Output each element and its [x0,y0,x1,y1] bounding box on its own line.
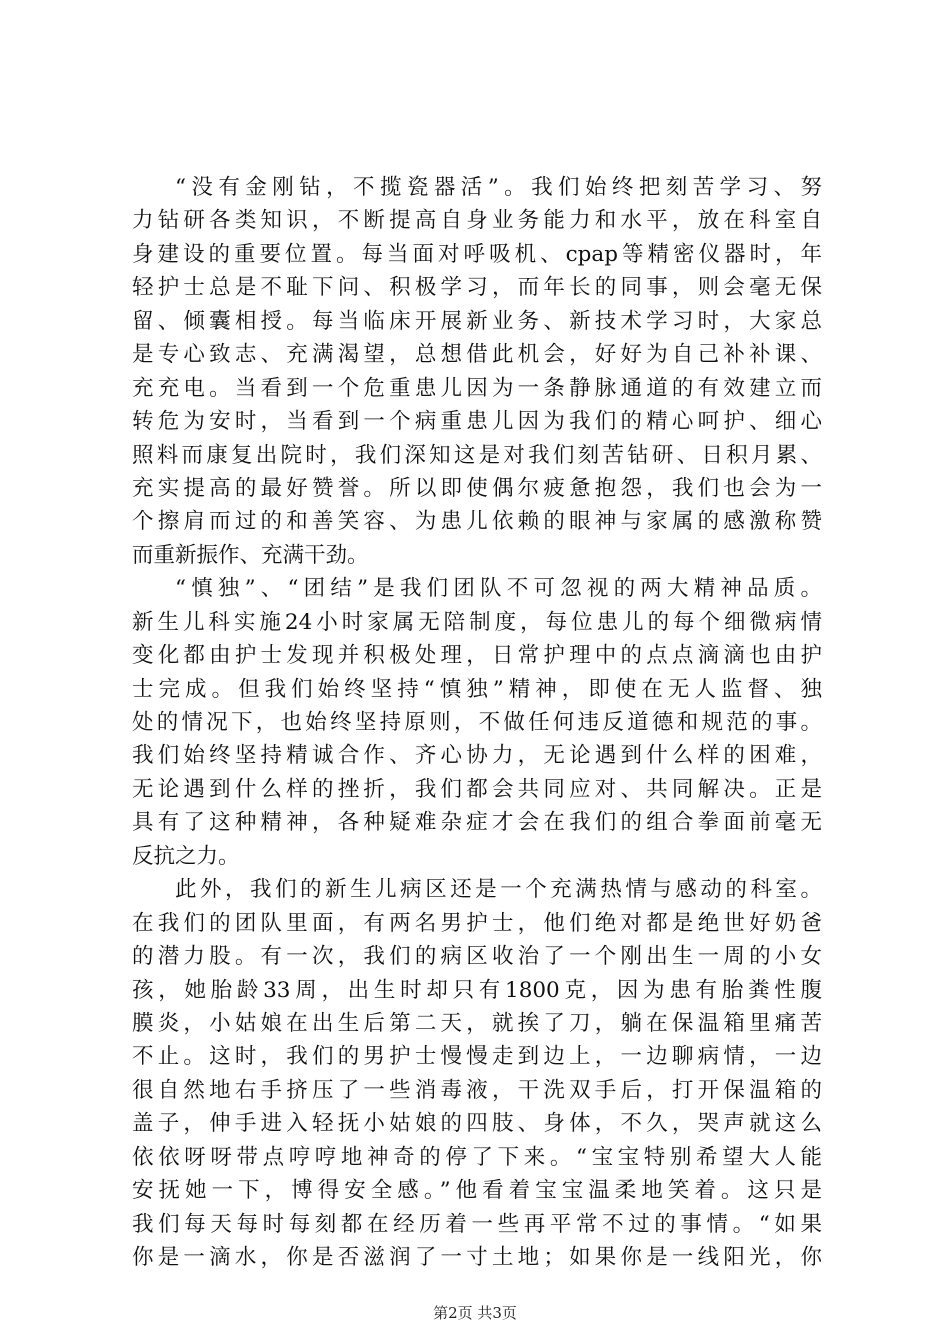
text-line: 的潜力股。有一次，我们的病区收治了一个刚出生一周的小女 [132,944,822,970]
text-line: 反抗之力。 [132,843,240,869]
text-line: 我们始终坚持精诚合作、齐心协力，无论遇到什么样的困难， [132,743,822,769]
text-line: 轻护士总是不耻下问、积极学习，而年长的同事，则会毫无保 [132,275,822,301]
text-line: 处的情况下，也始终坚持原则，不做任何违反道德和规范的事。 [132,710,822,735]
text-line: 力钻研各类知识，不断提高自身业务能力和水平，放在科室自 [132,208,822,234]
text-line: 新生儿科实施24小时家属无陪制度，每位患儿的每个细微病情 [132,609,822,635]
text-line: 依依呀呀带点哼哼地神奇的停了下来。“宝宝特别希望大人能 [132,1144,822,1170]
text-line: 安抚她一下，博得安全感。”他看着宝宝温柔地笑着。这只是 [132,1178,822,1204]
text-line: 无论遇到什么样的挫折，我们都会共同应对、共同解决。正是 [132,776,822,802]
text-line: 孩，她胎龄33周，出生时却只有1800克，因为患有胎粪性腹 [132,977,822,1003]
text-line: 照料而康复出院时，我们深知这是对我们刻苦钻研、日积月累、 [132,442,822,468]
text-line: 充实提高的最好赞誉。所以即使偶尔疲惫抱怨，我们也会为一 [132,475,822,501]
text-line: 盖子，伸手进入轻抚小姑娘的四肢、身体，不久，哭声就这么 [132,1111,822,1137]
text-line: 身建设的重要位置。每当面对呼吸机、cpap等精密仪器时，年 [132,241,822,267]
text-line: 变化都由护士发现并积极处理，日常护理中的点点滴滴也由护 [132,643,822,669]
text-line: 转危为安时，当看到一个病重患儿因为我们的精心呵护、细心 [132,409,822,435]
text-line: “没有金刚钻，不揽瓷器活”。我们始终把刻苦学习、努 [175,175,822,200]
text-line: 留、倾囊相授。每当临床开展新业务、新技术学习时，大家总 [132,308,822,334]
text-line: 个擦肩而过的和善笑容、为患儿依赖的眼神与家属的感激称赞 [132,509,822,535]
text-line: 是专心致志、充满渴望，总想借此机会，好好为自己补补课、 [132,342,822,368]
document-body [132,171,822,1274]
text-line: 而重新振作、充满干劲。 [132,542,369,568]
text-line: 我们每天每时每刻都在经历着一些再平常不过的事情。“如果 [132,1211,822,1237]
text-line: 膜炎，小姑娘在出生后第二天，就挨了刀，躺在保温箱里痛苦 [132,1010,822,1036]
text-line: 士完成。但我们始终坚持“慎独”精神，即使在无人监督、独 [132,676,822,702]
text-line: 充充电。当看到一个危重患儿因为一条静脉通道的有效建立而 [132,375,822,401]
text-line: 不止。这时，我们的男护士慢慢走到边上，一边聊病情，一边 [132,1044,822,1070]
page-footer: 第2页 共3页 [433,1304,517,1322]
text-line: 你是一滴水，你是否滋润了一寸土地；如果你是一线阳光，你 [132,1245,822,1270]
text-line: 此外，我们的新生儿病区还是一个充满热情与感动的科室。 [175,877,822,903]
text-line: 在我们的团队里面，有两名男护士，他们绝对都是绝世好奶爸 [132,910,822,936]
text-line: “慎独”、“团结”是我们团队不可忽视的两大精神品质。 [175,576,822,602]
text-line: 很自然地右手挤压了一些消毒液，干洗双手后，打开保温箱的 [132,1077,822,1103]
text-line: 具有了这种精神，各种疑难杂症才会在我们的组合拳面前毫无 [132,810,822,836]
